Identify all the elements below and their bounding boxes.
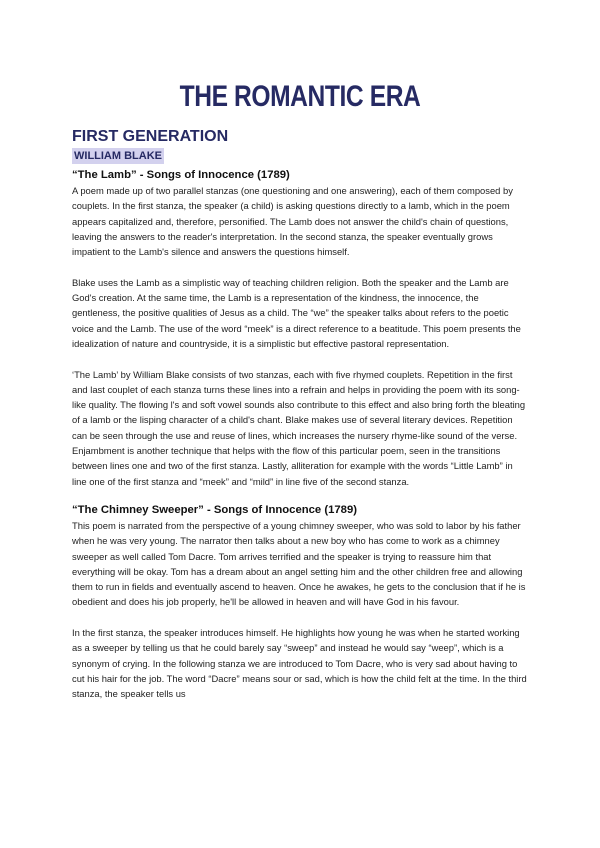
- section-heading-lamb: “The Lamb” - Songs of Innocence (1789): [72, 169, 290, 181]
- generation-subtitle: FIRST GENERATION: [72, 128, 229, 145]
- paragraph: Blake uses the Lamb as a simplistic way of teaching children religion. Both the speaker and the Lamb are God's creation. At the same time, the Lamb is a representation of the kindness, the innocence, the gentleness, the positive qualities of Jesus as a child. The “we” the speaker talks about refers to the poetic voice and the Lamb. The use of the word “meek” is a direct reference to a beatitude. This poem presents the idealization of nature and countryside, it is a simplistic but effective pastoral representation.: [72, 276, 521, 349]
- paragraph: This poem is narrated from the perspective of a young chimney sweeper, who was sold to labor by his father when he was very young. The narrator then talks about a new boy who has come to work as a chimney sweeper as well called Tom Dacre. Tom arrives terrified and the speaker is trying to reassure him that everything will be okay. Tom has a dream about an angel setting him and the other children free and allowing them to run in fields and eventually ascend to heaven. Once he awakes, he gets to the conclusion that if he is obedient and does his job properly, he'll be allowed in heaven and will have God in his favour.: [72, 519, 526, 608]
- paragraph: A poem made up of two parallel stanzas (one questioning and one answering), each of them composed by couplets. In the first stanza, the speaker (a child) is asking questions directly to a lamb, which in the poem appears capitalized and, therefore, personified. The Lamb does not answer the child's chain of questions, leaving the answers to the reader's interpretation. In the second stanza, the speaker eventually grows impatient to the Lamb's silence and answers the questions himself.: [72, 185, 513, 258]
- section-heading-chimney-sweeper: “The Chimney Sweeper” - Songs of Innocence (1789): [72, 503, 357, 516]
- paragraph: ‘The Lamb’ by William Blake consists of two stanzas, each with five rhymed couplets. Repetition in the first and last couplet of each stanza turns these lines into a refrain and helps in providing the poem with its song-like quality. The flowing l's and soft vowel sounds also contribute to this effect and also bring forth the bleating of a lamb or the lisping character of a child's chant. Blake makes use of several literary devices. Repetition can be seen through the use and reuse of lines, which increases the nursery rhyme-like sound of the verse. Enjambment is another technique that helps with the flow of this particular poem, seen in the transitions between lines one and two of the first stanza. Lastly, alliteration for example with the words “Little Lamb” in line one of the first stanza and “meek” and “mild” in line five of the second stanza.: [72, 368, 526, 487]
- author-label: WILLIAM BLAKE: [74, 150, 162, 162]
- paragraph: In the first stanza, the speaker introduces himself. He highlights how young he was when he started working as a sweeper by telling us that he could barely say “sweep” and instead he would say “weep”, which is a synonym of crying. In the following stanza we are introduced to Tom Dacre, who is very sad about having to cut his hair for the job. The word “Dacre” means sour or sad, which is how the child felt at the time. In the third stanza, the speaker tells us: [72, 627, 527, 700]
- page-title: THE ROMANTIC ERA: [179, 80, 421, 113]
